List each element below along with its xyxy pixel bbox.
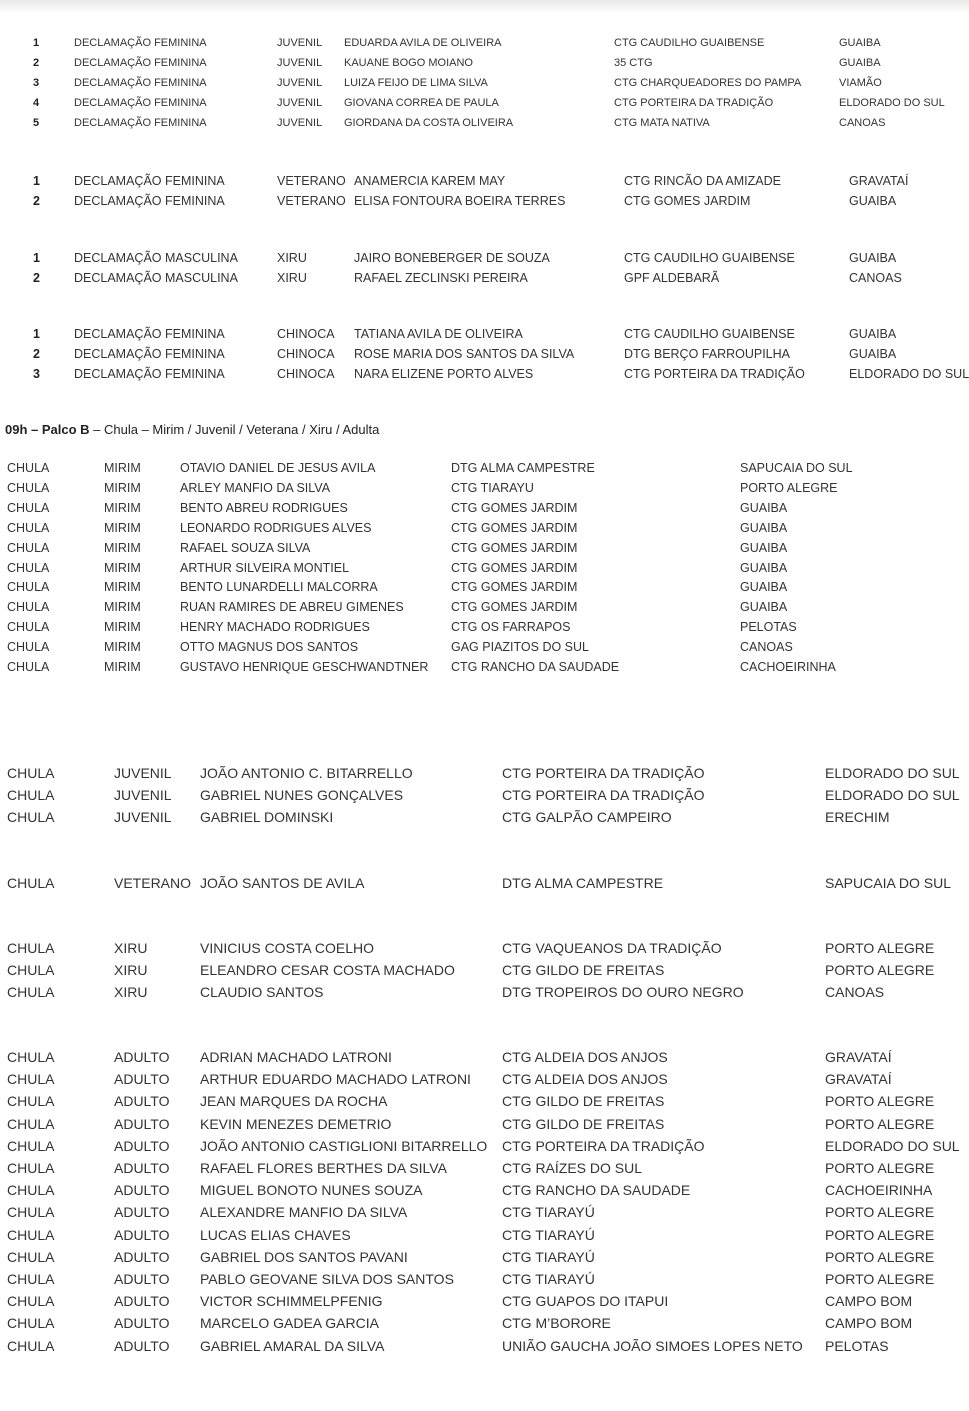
cell-modality: DECLAMAÇÃO FEMININA <box>74 77 207 89</box>
cell-modality: CHULA <box>7 580 50 595</box>
cell-name: RAFAEL ZECLINSKI PEREIRA <box>354 271 528 285</box>
cell-city: PELOTAS <box>740 620 797 635</box>
cell-city: GRAVATAÍ <box>825 1049 892 1065</box>
cell-pos: 2 <box>33 194 40 208</box>
cell-entity: CTG VAQUEANOS DA TRADIÇÃO <box>502 940 722 956</box>
cell-category: CHINOCA <box>277 367 335 381</box>
cell-entity: CTG PORTEIRA DA TRADIÇÃO <box>502 765 705 781</box>
cell-entity: CTG GOMES JARDIM <box>624 194 751 208</box>
cell-category: ADULTO <box>114 1204 170 1221</box>
cell-modality: CHULA <box>7 1315 55 1332</box>
cell-name: ARLEY MANFIO DA SILVA <box>180 480 331 495</box>
cell-name: ANAMERCIA KAREM MAY <box>354 174 506 188</box>
cell-modality: CHULA <box>7 1182 55 1199</box>
cell-entity: CTG GILDO DE FREITAS <box>502 962 665 979</box>
cell-entity: CTG RANCHO DA SAUDADE <box>451 660 620 674</box>
cell-category: ADULTO <box>114 1226 170 1243</box>
top-shadow <box>0 0 969 14</box>
cell-category: MIRIM <box>104 620 141 635</box>
cell-name: LUCAS ELIAS CHAVES <box>200 1226 351 1243</box>
cell-category: JUVENIL <box>114 787 172 804</box>
cell-category: XIRU <box>277 251 307 265</box>
cell-name: KAUANE BOGO MOIANO <box>344 57 473 69</box>
cell-city: CANOAS <box>849 271 902 285</box>
cell-city: PORTO ALEGRE <box>825 1248 935 1265</box>
cell-city: CAMPO BOM <box>825 1293 913 1310</box>
cell-entity: CTG MATA NATIVA <box>614 117 710 129</box>
cell-modality: CHULA <box>7 480 50 495</box>
cell-entity: CTG GOMES JARDIM <box>451 560 578 575</box>
cell-city: PORTO ALEGRE <box>825 962 935 979</box>
cell-category: ADULTO <box>114 1293 170 1310</box>
cell-pos: 1 <box>33 327 40 341</box>
cell-category: ADULTO <box>114 1160 170 1176</box>
cell-modality: DECLAMAÇÃO FEMININA <box>74 347 225 361</box>
cell-name: NARA ELIZENE PORTO ALVES <box>354 367 534 381</box>
cell-entity: CTG TIARAYÚ <box>502 1271 595 1287</box>
cell-name: LEONARDO RODRIGUES ALVES <box>180 520 372 535</box>
cell-modality: CHULA <box>7 600 50 615</box>
cell-name: VINICIUS COSTA COELHO <box>200 940 374 956</box>
cell-entity: CTG CAUDILHO GUAIBENSE <box>614 37 765 49</box>
cell-city: CACHOEIRINHA <box>825 1182 933 1199</box>
cell-entity: CTG GILDO DE FREITAS <box>502 1093 665 1110</box>
cell-modality: DECLAMAÇÃO FEMININA <box>74 117 207 129</box>
cell-category: ADULTO <box>114 1271 170 1287</box>
heading-rest: – Chula – Mirim / Juvenil / Veterana / Xiru / Adulta <box>89 422 380 437</box>
cell-category: ADULTO <box>114 1049 170 1065</box>
cell-modality: CHULA <box>7 500 50 515</box>
cell-category: VETERANO <box>114 875 192 891</box>
cell-category: MIRIM <box>104 560 141 575</box>
cell-name: GABRIEL AMARAL DA SILVA <box>200 1337 385 1354</box>
cell-modality: CHULA <box>7 1049 55 1065</box>
cell-category: ADULTO <box>114 1071 170 1088</box>
cell-category: JUVENIL <box>277 37 323 49</box>
cell-modality: CHULA <box>7 1137 55 1154</box>
cell-city: CACHOEIRINHA <box>740 660 836 674</box>
cell-modality: CHULA <box>7 962 55 979</box>
cell-city: GUAIBA <box>849 194 897 208</box>
cell-city: CANOAS <box>839 117 886 129</box>
cell-modality: CHULA <box>7 1115 55 1132</box>
cell-modality: CHULA <box>7 809 55 826</box>
cell-entity: CTG GALPÃO CAMPEIRO <box>502 809 672 826</box>
cell-pos: 2 <box>33 57 40 69</box>
cell-entity: CTG GILDO DE FREITAS <box>502 1115 665 1132</box>
cell-entity: CTG RAÍZES DO SUL <box>502 1160 643 1176</box>
cell-city: ELDORADO DO SUL <box>825 1137 960 1154</box>
cell-entity: CTG GOMES JARDIM <box>451 520 578 535</box>
cell-entity: DTG ALMA CAMPESTRE <box>502 875 664 891</box>
cell-entity: CTG ALDEIA DOS ANJOS <box>502 1049 668 1065</box>
cell-city: GUAIBA <box>740 560 788 575</box>
cell-modality: DECLAMAÇÃO FEMININA <box>74 97 207 109</box>
cell-name: OTTO MAGNUS DOS SANTOS <box>180 640 359 655</box>
cell-entity: CTG OS FARRAPOS <box>451 620 571 635</box>
cell-category: MIRIM <box>104 640 141 655</box>
cell-city: GUAIBA <box>839 37 881 49</box>
cell-entity: CTG TIARAYÚ <box>502 1248 595 1265</box>
cell-modality: CHULA <box>7 1271 55 1287</box>
heading-stage: Palco B <box>41 422 90 437</box>
cell-city: PORTO ALEGRE <box>825 1271 935 1287</box>
cell-name: GUSTAVO HENRIQUE GESCHWANDTNER <box>180 660 429 674</box>
cell-category: VETERANO <box>277 174 346 188</box>
cell-name: ALEXANDRE MANFIO DA SILVA <box>200 1204 408 1221</box>
cell-city: GRAVATAÍ <box>849 174 909 188</box>
cell-city: PORTO ALEGRE <box>825 1115 935 1132</box>
cell-city: SAPUCAIA DO SUL <box>740 461 853 475</box>
cell-modality: CHULA <box>7 560 50 575</box>
cell-city: ERECHIM <box>825 809 890 826</box>
cell-modality: CHULA <box>7 875 55 891</box>
cell-category: JUVENIL <box>277 57 323 69</box>
cell-name: ELEANDRO CESAR COSTA MACHADO <box>200 962 455 979</box>
cell-entity: CTG ALDEIA DOS ANJOS <box>502 1071 668 1088</box>
cell-entity: CTG CAUDILHO GUAIBENSE <box>624 251 795 265</box>
cell-name: ARTHUR SILVEIRA MONTIEL <box>180 560 350 575</box>
cell-name: JEAN MARQUES DA ROCHA <box>200 1093 388 1110</box>
cell-city: GUAIBA <box>839 57 881 69</box>
cell-name: JOÃO ANTONIO C. BITARRELLO <box>200 765 413 781</box>
cell-name: EDUARDA AVILA DE OLIVEIRA <box>344 37 502 49</box>
cell-modality: DECLAMAÇÃO FEMININA <box>74 37 207 49</box>
cell-city: PORTO ALEGRE <box>825 1093 935 1110</box>
cell-category: MIRIM <box>104 580 141 595</box>
cell-city: GUAIBA <box>849 327 897 341</box>
cell-modality: DECLAMAÇÃO FEMININA <box>74 194 225 208</box>
cell-category: XIRU <box>114 984 148 1001</box>
cell-entity: CTG TIARAYÚ <box>502 1226 595 1243</box>
cell-category: CHINOCA <box>277 327 335 341</box>
cell-category: ADULTO <box>114 1315 170 1332</box>
cell-modality: CHULA <box>7 660 50 674</box>
cell-name: GABRIEL DOMINSKI <box>200 809 334 826</box>
cell-pos: 2 <box>33 347 40 361</box>
cell-category: XIRU <box>114 962 148 979</box>
cell-pos: 3 <box>33 77 40 89</box>
cell-category: VETERANO <box>277 194 346 208</box>
cell-category: JUVENIL <box>114 765 172 781</box>
cell-entity: CTG TIARAYÚ <box>502 1204 595 1221</box>
cell-city: PORTO ALEGRE <box>825 1226 935 1243</box>
cell-name: PABLO GEOVANE SILVA DOS SANTOS <box>200 1271 454 1287</box>
cell-name: HENRY MACHADO RODRIGUES <box>180 620 370 635</box>
cell-city: SAPUCAIA DO SUL <box>825 875 952 891</box>
cell-modality: CHULA <box>7 640 50 655</box>
cell-pos: 2 <box>33 271 40 285</box>
cell-name: RUAN RAMIRES DE ABREU GIMENES <box>180 600 404 615</box>
cell-modality: CHULA <box>7 940 55 956</box>
cell-entity: CTG GOMES JARDIM <box>451 580 578 595</box>
cell-category: ADULTO <box>114 1248 170 1265</box>
cell-name: RAFAEL SOUZA SILVA <box>180 540 311 555</box>
cell-modality: CHULA <box>7 1337 55 1354</box>
cell-city: PORTO ALEGRE <box>825 1204 935 1221</box>
cell-category: MIRIM <box>104 520 141 535</box>
cell-name: LUIZA FEIJO DE LIMA SILVA <box>344 77 488 89</box>
cell-entity: CTG CHARQUEADORES DO PAMPA <box>614 77 802 89</box>
cell-modality: CHULA <box>7 1160 55 1176</box>
cell-pos: 5 <box>33 117 40 129</box>
cell-category: ADULTO <box>114 1115 170 1132</box>
cell-modality: DECLAMAÇÃO MASCULINA <box>74 271 238 285</box>
cell-name: MARCELO GADEA GARCIA <box>200 1315 379 1332</box>
cell-city: GUAIBA <box>740 520 788 535</box>
cell-name: MIGUEL BONOTO NUNES SOUZA <box>200 1182 423 1199</box>
cell-category: MIRIM <box>104 480 141 495</box>
cell-modality: DECLAMAÇÃO FEMININA <box>74 327 225 341</box>
cell-city: ELDORADO DO SUL <box>849 367 969 381</box>
cell-entity: GPF ALDEBARÃ <box>624 271 720 285</box>
cell-name: ELISA FONTOURA BOEIRA TERRES <box>354 194 566 208</box>
cell-modality: CHULA <box>7 540 50 555</box>
cell-modality: CHULA <box>7 984 55 1001</box>
cell-name: BENTO ABREU RODRIGUES <box>180 500 348 515</box>
cell-modality: DECLAMAÇÃO FEMININA <box>74 367 225 381</box>
cell-name: ROSE MARIA DOS SANTOS DA SILVA <box>354 347 575 361</box>
cell-modality: CHULA <box>7 1293 55 1310</box>
cell-modality: DECLAMAÇÃO FEMININA <box>74 174 225 188</box>
cell-name: GABRIEL NUNES GONÇALVES <box>200 787 404 804</box>
cell-modality: CHULA <box>7 461 50 475</box>
cell-category: MIRIM <box>104 500 141 515</box>
cell-pos: 1 <box>33 37 40 49</box>
cell-entity: CTG RANCHO DA SAUDADE <box>502 1182 691 1199</box>
cell-category: ADULTO <box>114 1337 170 1354</box>
cell-entity: DTG ALMA CAMPESTRE <box>451 461 595 475</box>
cell-category: JUVENIL <box>277 97 323 109</box>
cell-entity: DTG TROPEIROS DO OURO NEGRO <box>502 984 744 1001</box>
cell-modality: DECLAMAÇÃO MASCULINA <box>74 251 238 265</box>
cell-modality: CHULA <box>7 1093 55 1110</box>
cell-pos: 4 <box>33 97 40 109</box>
cell-entity: CTG PORTEIRA DA TRADIÇÃO <box>502 1137 705 1154</box>
cell-name: JAIRO BONEBERGER DE SOUZA <box>354 251 550 265</box>
cell-city: GUAIBA <box>740 500 788 515</box>
cell-modality: CHULA <box>7 520 50 535</box>
cell-entity: CTG CAUDILHO GUAIBENSE <box>624 327 795 341</box>
cell-city: VIAMÃO <box>839 77 882 89</box>
cell-category: XIRU <box>114 940 148 956</box>
cell-category: ADULTO <box>114 1137 170 1154</box>
cell-entity: CTG PORTEIRA DA TRADIÇÃO <box>624 367 805 381</box>
cell-entity: DTG BERÇO FARROUPILHA <box>624 347 790 361</box>
cell-name: JOÃO SANTOS DE AVILA <box>200 875 365 891</box>
cell-name: ADRIAN MACHADO LATRONI <box>200 1049 392 1065</box>
cell-category: CHINOCA <box>277 347 335 361</box>
cell-name: JOÃO ANTONIO CASTIGLIONI BITARRELLO <box>200 1137 488 1154</box>
cell-modality: CHULA <box>7 1248 55 1265</box>
cell-entity: CTG GOMES JARDIM <box>451 540 578 555</box>
cell-city: ELDORADO DO SUL <box>839 97 945 109</box>
cell-city: PORTO ALEGRE <box>825 1160 935 1176</box>
cell-name: OTAVIO DANIEL DE JESUS AVILA <box>180 461 376 475</box>
cell-category: MIRIM <box>104 600 141 615</box>
cell-entity: CTG GUAPOS DO ITAPUI <box>502 1293 669 1310</box>
cell-name: GIORDANA DA COSTA OLIVEIRA <box>344 117 514 129</box>
cell-city: GUAIBA <box>740 540 788 555</box>
cell-modality: CHULA <box>7 620 50 635</box>
cell-name: TATIANA AVILA DE OLIVEIRA <box>354 327 523 341</box>
cell-name: CLAUDIO SANTOS <box>200 984 324 1001</box>
cell-name: KEVIN MENEZES DEMETRIO <box>200 1115 392 1132</box>
cell-entity: CTG GOMES JARDIM <box>451 600 578 615</box>
cell-pos: 1 <box>33 251 40 265</box>
cell-modality: CHULA <box>7 1226 55 1243</box>
cell-category: MIRIM <box>104 660 141 674</box>
cell-pos: 3 <box>33 367 40 381</box>
cell-name: BENTO LUNARDELLI MALCORRA <box>180 580 378 595</box>
section-heading <box>5 422 379 437</box>
cell-entity: CTG M’BORORE <box>502 1315 611 1332</box>
cell-entity: GAG PIAZITOS DO SUL <box>451 640 589 655</box>
cell-name: VICTOR SCHIMMELPFENIG <box>200 1293 383 1310</box>
cell-entity: CTG TIARAYU <box>451 480 534 495</box>
cell-city: CANOAS <box>740 640 793 655</box>
cell-name: GABRIEL DOS SANTOS PAVANI <box>200 1248 408 1265</box>
cell-city: PELOTAS <box>825 1337 889 1354</box>
cell-modality: CHULA <box>7 787 55 804</box>
heading-dash: – <box>27 422 42 437</box>
cell-city: PORTO ALEGRE <box>740 480 838 495</box>
cell-category: XIRU <box>277 271 307 285</box>
cell-modality: CHULA <box>7 765 55 781</box>
cell-city: GRAVATAÍ <box>825 1071 892 1088</box>
heading-time: 09h <box>5 422 28 437</box>
cell-city: CANOAS <box>825 984 885 1001</box>
cell-name: ARTHUR EDUARDO MACHADO LATRONI <box>200 1071 471 1088</box>
cell-city: PORTO ALEGRE <box>825 940 935 956</box>
cell-modality: DECLAMAÇÃO FEMININA <box>74 57 207 69</box>
cell-entity: UNIÃO GAUCHA JOÃO SIMOES LOPES NETO <box>502 1337 803 1354</box>
cell-city: ELDORADO DO SUL <box>825 765 960 781</box>
cell-pos: 1 <box>33 174 40 188</box>
cell-entity: 35 CTG <box>614 57 653 69</box>
cell-modality: CHULA <box>7 1071 55 1088</box>
cell-city: GUAIBA <box>849 251 897 265</box>
cell-city: GUAIBA <box>740 600 788 615</box>
cell-entity: CTG PORTEIRA DA TRADIÇÃO <box>614 97 774 109</box>
cell-city: CAMPO BOM <box>825 1315 913 1332</box>
cell-category: MIRIM <box>104 461 141 475</box>
cell-category: MIRIM <box>104 540 141 555</box>
cell-entity: CTG PORTEIRA DA TRADIÇÃO <box>502 787 705 804</box>
cell-city: GUAIBA <box>849 347 897 361</box>
cell-entity: CTG GOMES JARDIM <box>451 500 578 515</box>
cell-category: JUVENIL <box>277 77 323 89</box>
cell-category: ADULTO <box>114 1182 170 1199</box>
cell-modality: CHULA <box>7 1204 55 1221</box>
cell-category: JUVENIL <box>277 117 323 129</box>
cell-city: GUAIBA <box>740 580 788 595</box>
cell-category: ADULTO <box>114 1093 170 1110</box>
cell-name: RAFAEL FLORES BERTHES DA SILVA <box>200 1160 447 1176</box>
cell-entity: CTG RINCÃO DA AMIZADE <box>624 174 781 188</box>
cell-category: JUVENIL <box>114 809 172 826</box>
cell-name: GIOVANA CORREA DE PAULA <box>344 97 499 109</box>
cell-city: ELDORADO DO SUL <box>825 787 960 804</box>
